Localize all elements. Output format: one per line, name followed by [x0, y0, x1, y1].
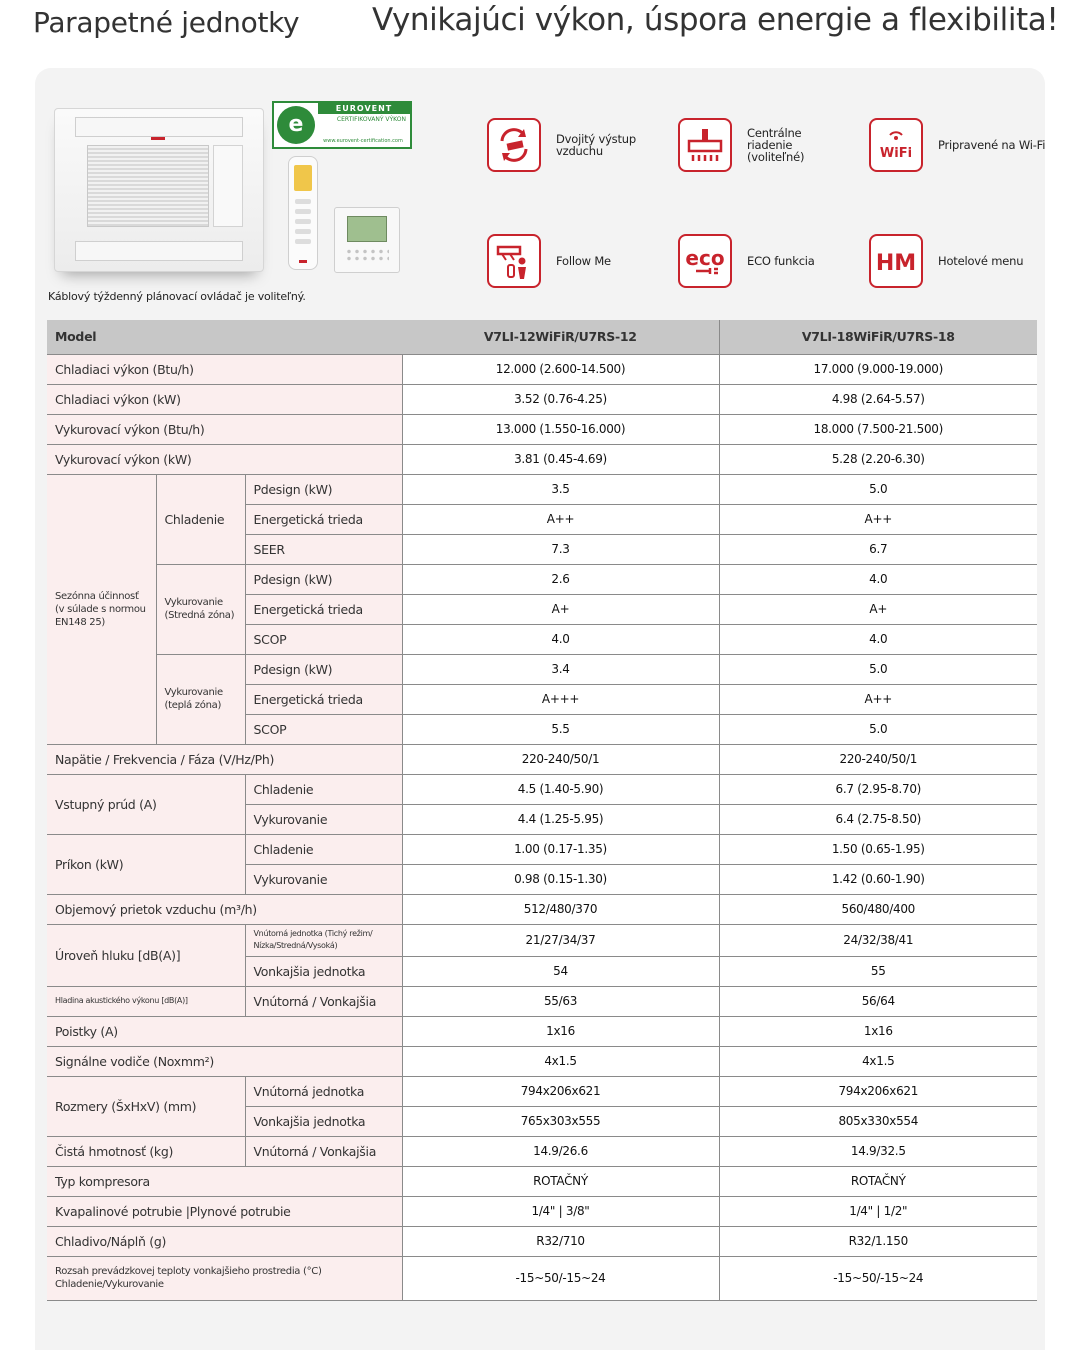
cell-value: -15~50/-15~24: [402, 1256, 719, 1300]
follow-me-icon: [487, 234, 541, 288]
table-header-row: [47, 320, 1037, 354]
row-sublabel: Pdesign (kW): [245, 474, 402, 504]
cell-value: 5.28 (2.20-6.30): [719, 444, 1037, 474]
cell-value: 4.0: [719, 624, 1037, 654]
row-sublabel: Energetická trieda: [245, 504, 402, 534]
feature-wifi: [869, 118, 1048, 172]
feature-eco: [678, 234, 815, 288]
cell-value: 1.42 (0.60-1.90): [719, 864, 1037, 894]
cell-value: 3.52 (0.76-4.25): [402, 384, 719, 414]
row-sublabel: Vykurovanie: [245, 864, 402, 894]
cell-value: 55: [719, 956, 1037, 986]
table-row: [47, 414, 1037, 444]
table-row: [47, 1136, 1037, 1166]
cell-value: R32/1.150: [719, 1226, 1037, 1256]
cell-value: 5.0: [719, 714, 1037, 744]
cell-value: 14.9/32.5: [719, 1136, 1037, 1166]
row-label: Signálne vodiče (Noxmm²): [47, 1046, 402, 1076]
cell-value: 4.5 (1.40-5.90): [402, 774, 719, 804]
cell-value: -15~50/-15~24: [719, 1256, 1037, 1300]
row-label: Úroveň hluku [dB(A)]: [47, 924, 245, 986]
cell-value: 4.98 (2.64-5.57): [719, 384, 1037, 414]
row-label: Rozsah prevádzkovej teploty vonkajšieho prostredia (°C) Chladenie/Vykurovanie: [47, 1256, 402, 1300]
row-sublabel: Vonkajšia jednotka: [245, 956, 402, 986]
cell-value: A++: [402, 504, 719, 534]
cell-value: 512/480/370: [402, 894, 719, 924]
row-label: Typ kompresora: [47, 1166, 402, 1196]
row-sublabel: Pdesign (kW): [245, 654, 402, 684]
wifi-icon: [869, 118, 923, 172]
cell-value: ROTAČNÝ: [402, 1166, 719, 1196]
cell-value: 794x206x621: [402, 1076, 719, 1106]
cell-value: 24/32/38/41: [719, 924, 1037, 956]
table-row: [47, 894, 1037, 924]
cell-value: 0.98 (0.15-1.30): [402, 864, 719, 894]
row-label: Chladiaci výkon (kW): [47, 384, 402, 414]
header-model: Model: [47, 320, 402, 354]
svg-text:HM: HM: [875, 251, 917, 276]
cell-value: A++: [719, 504, 1037, 534]
row-label: Vykurovací výkon (kW): [47, 444, 402, 474]
cell-value: 5.0: [719, 654, 1037, 684]
row-sublabel: SCOP: [245, 714, 402, 744]
feature-dual-airflow: [487, 118, 646, 172]
cell-value: 3.81 (0.45-4.69): [402, 444, 719, 474]
cell-value: A++: [719, 684, 1037, 714]
seasonal-heating-warm-label: Vykurovanie (teplá zóna): [156, 654, 245, 744]
cell-value: 220-240/50/1: [402, 744, 719, 774]
row-sublabel: Vnútorná jednotka (Tichý režim/ Nízka/Stredná/Vysoká): [245, 924, 402, 956]
row-label: Hladina akustického výkonu [dB(A)]: [47, 986, 245, 1016]
row-label: Chladiaci výkon (Btu/h): [47, 354, 402, 384]
spec-table: [47, 320, 1037, 1301]
table-row: [47, 1226, 1037, 1256]
cell-value: 21/27/34/37: [402, 924, 719, 956]
cell-value: 6.7: [719, 534, 1037, 564]
cell-value: 794x206x621: [719, 1076, 1037, 1106]
cell-value: ROTAČNÝ: [719, 1166, 1037, 1196]
row-sublabel: Vnútorná / Vonkajšia: [245, 1136, 402, 1166]
row-sublabel: Vnútorná / Vonkajšia: [245, 986, 402, 1016]
row-sublabel: Chladenie: [245, 834, 402, 864]
table-row: [47, 474, 1037, 504]
row-sublabel: SCOP: [245, 624, 402, 654]
cell-value: 17.000 (9.000-19.000): [719, 354, 1037, 384]
table-row: [47, 774, 1037, 804]
table-row: [47, 384, 1037, 414]
cell-value: 5.0: [719, 474, 1037, 504]
remote-control-image: [288, 156, 318, 270]
svg-text:eco: eco: [685, 246, 725, 270]
table-row: [47, 1016, 1037, 1046]
cell-value: 560/480/400: [719, 894, 1037, 924]
cell-value: 4.0: [402, 624, 719, 654]
table-row: [47, 354, 1037, 384]
row-label: Rozmery (ŠxHxV) (mm): [47, 1076, 245, 1136]
row-sublabel: Vykurovanie: [245, 804, 402, 834]
cell-value: R32/710: [402, 1226, 719, 1256]
cell-value: 3.5: [402, 474, 719, 504]
row-label: Chladivo/Náplň (g): [47, 1226, 402, 1256]
cell-value: 18.000 (7.500-21.500): [719, 414, 1037, 444]
seasonal-cooling-label: Chladenie: [156, 474, 245, 564]
row-label: Vstupný prúd (A): [47, 774, 245, 834]
page-tagline: Vynikajúci výkon, úspora energie a flexibilita!: [372, 2, 1059, 38]
row-label: Čistá hmotnosť (kg): [47, 1136, 245, 1166]
table-row: [47, 564, 1037, 594]
cell-value: 3.4: [402, 654, 719, 684]
cell-value: 1/4" | 3/8": [402, 1196, 719, 1226]
feature-label: Follow Me: [556, 254, 611, 268]
cell-value: 765x303x555: [402, 1106, 719, 1136]
feature-label: Dvojitý výstup vzduchu: [556, 132, 636, 158]
cell-value: 4.0: [719, 564, 1037, 594]
row-label: Príkon (kW): [47, 834, 245, 894]
cell-value: 12.000 (2.600-14.500): [402, 354, 719, 384]
cell-value: 5.5: [402, 714, 719, 744]
header-model-18: V7LI-18WiFiR/U7RS-18: [719, 320, 1037, 354]
cell-value: 6.4 (2.75-8.50): [719, 804, 1037, 834]
feature-label: Centrálne riadenie (voliteľné): [747, 126, 805, 164]
cell-value: 14.9/26.6: [402, 1136, 719, 1166]
table-row: [47, 1256, 1037, 1300]
cell-value: 2.6: [402, 564, 719, 594]
cell-value: A+: [402, 594, 719, 624]
cell-value: 805x330x554: [719, 1106, 1037, 1136]
row-label: Objemový prietok vzduchu (m³/h): [47, 894, 402, 924]
wired-controller-image: [334, 207, 400, 273]
header-model-12: V7LI-12WiFiR/U7RS-12: [402, 320, 719, 354]
central-control-icon: [678, 118, 732, 172]
table-row: [47, 654, 1037, 684]
cell-value: A+: [719, 594, 1037, 624]
table-row: [47, 1166, 1037, 1196]
cell-value: A+++: [402, 684, 719, 714]
row-sublabel: Vonkajšia jednotka: [245, 1106, 402, 1136]
table-row: [47, 986, 1037, 1016]
cell-value: 1/4" | 1/2": [719, 1196, 1037, 1226]
row-label: Poistky (A): [47, 1016, 402, 1046]
feature-label: ECO funkcia: [747, 254, 815, 268]
table-row: [47, 924, 1037, 956]
cell-value: 56/64: [719, 986, 1037, 1016]
cell-value: 6.7 (2.95-8.70): [719, 774, 1037, 804]
table-row: [47, 744, 1037, 774]
table-row: [47, 1046, 1037, 1076]
row-sublabel: Energetická trieda: [245, 594, 402, 624]
image-caption: Káblový týždenný plánovací ovládač je voliteľný.: [48, 290, 306, 303]
cell-value: 7.3: [402, 534, 719, 564]
cell-value: 4x1.5: [402, 1046, 719, 1076]
feature-label: Hotelové menu: [938, 254, 1024, 268]
hotel-menu-icon: [869, 234, 923, 288]
cell-value: 1.50 (0.65-1.95): [719, 834, 1037, 864]
table-row: [47, 444, 1037, 474]
cell-value: 4.4 (1.25-5.95): [402, 804, 719, 834]
row-sublabel: SEER: [245, 534, 402, 564]
eco-icon: [678, 234, 732, 288]
feature-follow-me: [487, 234, 611, 288]
cell-value: 1x16: [402, 1016, 719, 1046]
row-sublabel: Pdesign (kW): [245, 564, 402, 594]
row-sublabel: Chladenie: [245, 774, 402, 804]
row-label: Kvapalinové potrubie |Plynové potrubie: [47, 1196, 402, 1226]
cell-value: 55/63: [402, 986, 719, 1016]
row-sublabel: Energetická trieda: [245, 684, 402, 714]
table-row: [47, 834, 1037, 864]
indoor-unit-image: [54, 108, 264, 272]
svg-text:WiFi: WiFi: [879, 146, 913, 161]
feature-central-control: [678, 118, 817, 172]
row-label: Vykurovací výkon (Btu/h): [47, 414, 402, 444]
dual-airflow-icon: [487, 118, 541, 172]
table-row: [47, 1196, 1037, 1226]
cell-value: 220-240/50/1: [719, 744, 1037, 774]
feature-label: Pripravené na Wi-Fi: [938, 138, 1046, 152]
cell-value: 1x16: [719, 1016, 1037, 1046]
seasonal-label: Sezónna účinnosť (v súlade s normou EN148 25): [47, 474, 156, 744]
eurovent-certificate-logo: e EUROVENT CERTIFIKOVANÝ VÝKON www.eurovent-certification.com: [272, 101, 412, 149]
seasonal-heating-mid-label: Vykurovanie (Stredná zóna): [156, 564, 245, 654]
cell-value: 4x1.5: [719, 1046, 1037, 1076]
row-sublabel: Vnútorná jednotka: [245, 1076, 402, 1106]
cell-value: 54: [402, 956, 719, 986]
page-title: Parapetné jednotky: [33, 6, 300, 39]
table-row: [47, 1076, 1037, 1106]
feature-hotel-menu: [869, 234, 1023, 288]
cell-value: 13.000 (1.550-16.000): [402, 414, 719, 444]
cell-value: 1.00 (0.17-1.35): [402, 834, 719, 864]
row-label: Napätie / Frekvencia / Fáza (V/Hz/Ph): [47, 744, 402, 774]
